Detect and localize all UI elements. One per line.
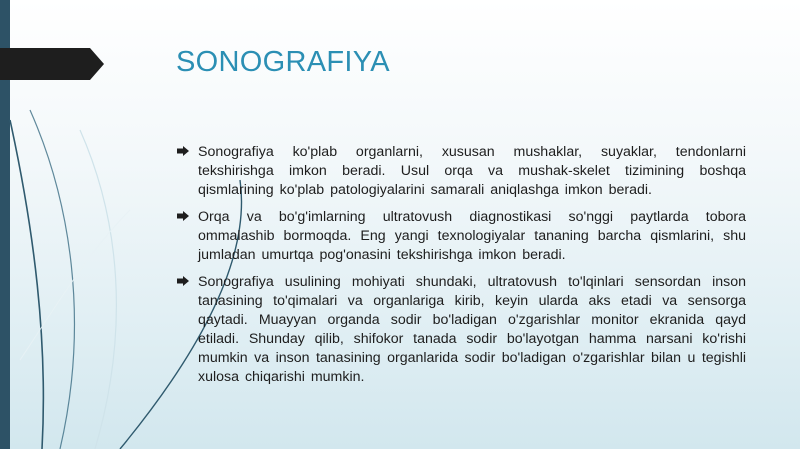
list-item	[176, 273, 746, 387]
title-tab	[0, 48, 104, 80]
bullet-list	[176, 143, 746, 395]
bullet-text: Sonografiya usulining mohiyati shundaki, ultratovush to'lqinlari sensordan inson tanasining to'qimalari va organlariga kirib, keyin ularda aks etadi va sensorga qaytadi. Muayyan organda sodir bo'ladigan o'zgarishlar monitor ekranida qayd etiladi. Shunday qilib, shifokor tanada sodir bo'layotgan hamma narsani ko'rishi mumkin va inson tanasining organlarida sodir bo'ladigan o'zgarishlar bilan u tegishli xulosa chiqarishi mumkin.	[198, 274, 746, 385]
bullet-text: Sonografiya ko'plab organlarni, xususan mushaklar, suyaklar, tendonlarni tekshirishga imkon beradi. Usul orqa va mushak-skelet tizimining boshqa qismlarining ko'plab patologiyalarini samarali aniqlashga imkon beradi.	[198, 144, 746, 198]
arrow-right-icon	[177, 146, 189, 156]
arrow-right-icon	[177, 276, 189, 286]
list-item	[176, 143, 746, 200]
bullet-text: Orqa va bo'g'imlarning ultratovush diagnostikasi so'nggi paytlarda tobora ommalashib bormoqda. Eng yangi texnologiyalar tananing barcha qismlarini, shu jumladan umurtqa pog'onasini tekshirishga imkon beradi.	[198, 209, 746, 263]
slide-title: SONOGRAFIYA	[176, 46, 390, 78]
arrow-right-icon	[177, 211, 189, 221]
list-item	[176, 208, 746, 265]
